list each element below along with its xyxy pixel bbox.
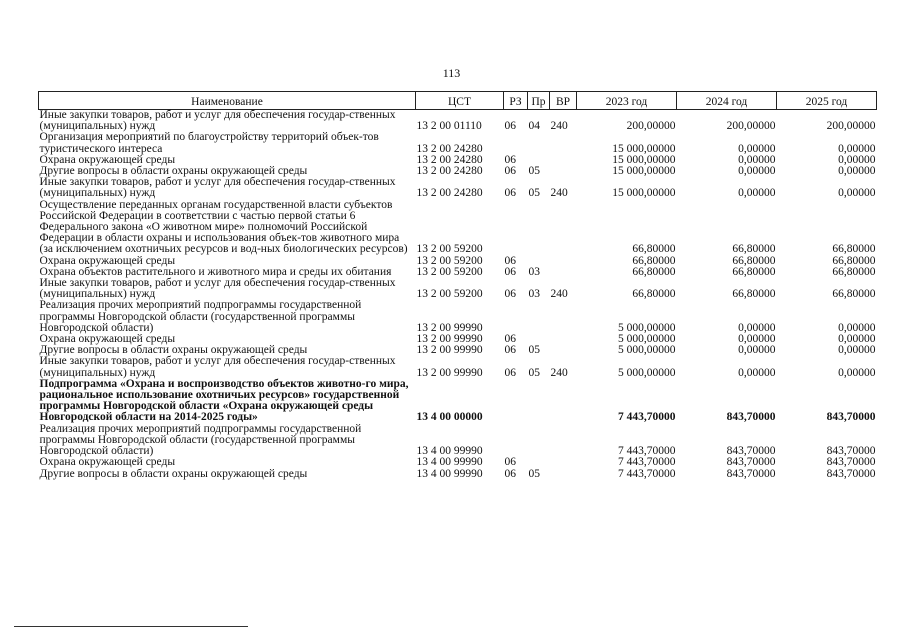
row-value-2025: 66,80000 [832, 243, 876, 256]
row-cst: 13 2 00 24280 [416, 142, 483, 155]
row-value-2025: 843,70000 [826, 467, 876, 480]
row-vr [550, 166, 577, 177]
row-name: Другие вопросы в области охраны окружающей среды [39, 467, 308, 480]
row-value-2023: 66,80000 [632, 288, 676, 301]
row-value-2025: 0,00000 [838, 366, 876, 379]
table-body [39, 110, 877, 480]
row-rz [504, 132, 528, 154]
row-value-2023: 5 000,00000 [618, 333, 676, 346]
row-cst: 13 2 00 99990 [416, 333, 483, 346]
row-vr [550, 267, 577, 278]
row-value-2024: 0,00000 [738, 321, 776, 334]
table-row [39, 278, 877, 300]
row-cst: 13 4 00 99990 [416, 456, 483, 469]
row-name: Иные закупки товаров, работ и услуг для обеспечения государ-ственных (муниципальных) нужд [39, 176, 396, 200]
row-vr: 240 [550, 187, 568, 200]
row-cst: 13 4 00 99990 [416, 445, 483, 458]
row-pr: 05 [528, 165, 540, 178]
row-value-2023: 5 000,00000 [618, 366, 676, 379]
row-cst: 13 2 00 99990 [416, 344, 483, 357]
row-name: Реализация прочих мероприятий подпрограммы государственной программы Новгородской области (государственной программы Новгородской области) [39, 422, 362, 458]
row-cst: 13 2 00 24280 [416, 187, 483, 200]
row-value-2024: 0,00000 [738, 142, 776, 155]
row-rz: 06 [504, 254, 516, 267]
row-name: Подпрограмма «Охрана и воспроизводство объектов животно-го мира, рациональное использование охотничьих ресурсов» государственной программы Новгородской области «Охрана окружающей среды Новгородской области на 2014-2025 годы» [39, 377, 409, 424]
row-vr [550, 200, 577, 256]
row-value-2024: 66,80000 [732, 243, 776, 256]
row-pr [528, 300, 550, 334]
row-cst: 13 4 00 00000 [416, 411, 483, 424]
table-row [39, 424, 877, 458]
row-rz: 06 [504, 344, 516, 357]
row-vr [550, 132, 577, 154]
row-value-2023: 5 000,00000 [618, 321, 676, 334]
table-row [39, 379, 877, 424]
table-row [39, 457, 877, 468]
row-cst: 13 4 00 99990 [416, 467, 483, 480]
row-vr [550, 379, 577, 424]
row-name: Охрана окружающей среды [39, 254, 176, 267]
row-rz: 06 [504, 333, 516, 346]
row-vr [550, 334, 577, 345]
row-value-2023: 66,80000 [632, 243, 676, 256]
table-row [39, 300, 877, 334]
row-rz [504, 200, 528, 256]
row-name: Осуществление переданных органам государственной власти субъектов Российской Федерации в соответствии с частью первой статьи 6 Федерального закона «О животном мире» полномочий Российской Федерации в области охраны и использования объек-тов животного мира (за исключением охотничьих ресурсов и вод-ных биологических ресурсов) [39, 198, 408, 256]
row-value-2025: 0,00000 [838, 321, 876, 334]
row-value-2024: 843,70000 [726, 467, 776, 480]
row-value-2025: 843,70000 [826, 445, 876, 458]
row-value-2023: 15 000,00000 [612, 187, 676, 200]
row-value-2024: 66,80000 [732, 265, 776, 278]
row-cst: 13 2 00 59200 [416, 288, 483, 301]
row-value-2023: 200,00000 [626, 120, 676, 133]
row-name: Иные закупки товаров, работ и услуг для обеспечения государ-ственных (муниципальных) нужд [39, 109, 396, 133]
table-row [39, 110, 877, 133]
row-cst: 13 2 00 99990 [416, 321, 483, 334]
row-cst: 13 2 00 59200 [416, 265, 483, 278]
row-rz [504, 300, 528, 334]
row-value-2025: 66,80000 [832, 288, 876, 301]
row-value-2025: 843,70000 [826, 411, 876, 424]
row-vr [550, 155, 577, 166]
row-value-2023: 66,80000 [632, 254, 676, 267]
row-value-2024: 0,00000 [738, 153, 776, 166]
row-cst: 13 2 00 59200 [416, 243, 483, 256]
row-name: Охрана объектов растительного и животного мира и среды их обитания [39, 265, 392, 278]
row-pr [528, 132, 550, 154]
row-value-2025: 843,70000 [826, 456, 876, 469]
row-value-2025: 66,80000 [832, 254, 876, 267]
column-header-name: Наименование [39, 92, 416, 110]
table-row [39, 200, 877, 256]
row-value-2023: 66,80000 [632, 265, 676, 278]
row-name: Охрана окружающей среды [39, 456, 176, 469]
row-vr: 240 [550, 120, 568, 133]
row-value-2023: 15 000,00000 [612, 165, 676, 178]
row-cst: 13 2 00 24280 [416, 165, 483, 178]
row-value-2023: 7 443,70000 [618, 411, 676, 424]
row-value-2024: 66,80000 [732, 254, 776, 267]
row-pr [528, 457, 550, 468]
row-value-2024: 0,00000 [738, 333, 776, 346]
row-pr: 05 [528, 344, 540, 357]
row-vr [550, 345, 577, 356]
row-value-2025: 66,80000 [832, 265, 876, 278]
row-cst: 13 2 00 24280 [416, 153, 483, 166]
row-value-2023: 7 443,70000 [618, 445, 676, 458]
column-header-rz: РЗ [504, 92, 528, 110]
column-header-2025: 2025 год [777, 92, 877, 110]
row-value-2025: 200,00000 [826, 120, 876, 133]
row-rz: 06 [504, 288, 516, 301]
row-pr: 05 [528, 187, 540, 200]
footnote-divider [14, 626, 248, 627]
table-header-row [39, 92, 877, 110]
row-value-2024: 200,00000 [726, 120, 776, 133]
row-pr: 04 [528, 120, 540, 133]
row-rz: 06 [504, 187, 516, 200]
row-value-2024: 0,00000 [738, 165, 776, 178]
column-header-pr: Пр [528, 92, 550, 110]
row-cst: 13 2 00 59200 [416, 254, 483, 267]
row-value-2024: 843,70000 [726, 456, 776, 469]
row-value-2023: 15 000,00000 [612, 142, 676, 155]
row-value-2025: 0,00000 [838, 187, 876, 200]
row-name: Другие вопросы в области охраны окружающей среды [39, 344, 308, 357]
row-rz: 06 [504, 265, 516, 278]
row-value-2025: 0,00000 [838, 165, 876, 178]
row-value-2025: 0,00000 [838, 344, 876, 357]
row-value-2025: 0,00000 [838, 153, 876, 166]
row-pr [528, 200, 550, 256]
row-vr: 240 [550, 366, 568, 379]
row-value-2023: 7 443,70000 [618, 456, 676, 469]
row-rz [504, 424, 528, 458]
column-header-vr: ВР [550, 92, 577, 110]
table-row [39, 356, 877, 378]
row-pr: 03 [528, 265, 540, 278]
row-value-2024: 66,80000 [732, 288, 776, 301]
row-vr [550, 469, 577, 480]
row-vr [550, 457, 577, 468]
table-row [39, 469, 877, 480]
row-pr [528, 379, 550, 424]
row-pr: 03 [528, 288, 540, 301]
row-pr: 05 [528, 366, 540, 379]
row-vr [550, 256, 577, 267]
row-pr: 05 [528, 467, 540, 480]
row-name: Другие вопросы в области охраны окружающей среды [39, 165, 308, 178]
row-vr [550, 424, 577, 458]
row-rz: 06 [504, 366, 516, 379]
row-name: Охрана окружающей среды [39, 333, 176, 346]
row-value-2024: 0,00000 [738, 344, 776, 357]
row-rz: 06 [504, 153, 516, 166]
row-rz: 06 [504, 120, 516, 133]
table-row [39, 177, 877, 199]
row-name: Охрана окружающей среды [39, 153, 176, 166]
row-value-2024: 0,00000 [738, 187, 776, 200]
column-header-2024: 2024 год [677, 92, 777, 110]
row-name: Иные закупки товаров, работ и услуг для обеспечения государ-ственных (муниципальных) нужд [39, 355, 396, 379]
row-value-2023: 15 000,00000 [612, 153, 676, 166]
budget-table [38, 91, 877, 480]
row-value-2024: 843,70000 [726, 445, 776, 458]
row-value-2024: 843,70000 [726, 411, 776, 424]
row-name: Реализация прочих мероприятий подпрограммы государственной программы Новгородской области (государственной программы Новгородской области) [39, 299, 362, 334]
row-name: Организация мероприятий по благоустройству территорий объек-тов туристического интереса [39, 131, 379, 155]
row-value-2025: 0,00000 [838, 142, 876, 155]
row-rz [504, 379, 528, 424]
row-value-2025: 0,00000 [838, 333, 876, 346]
row-cst: 13 2 00 01110 [416, 120, 482, 133]
row-value-2024: 0,00000 [738, 366, 776, 379]
page-number: 113 [442, 66, 461, 80]
row-cst: 13 2 00 99990 [416, 366, 483, 379]
row-vr [550, 300, 577, 334]
column-header-cst: ЦСТ [416, 92, 504, 110]
row-rz: 06 [504, 467, 516, 480]
row-vr: 240 [550, 288, 568, 301]
row-name: Иные закупки товаров, работ и услуг для обеспечения государ-ственных (муниципальных) нужд [39, 277, 396, 301]
table-row [39, 132, 877, 154]
row-pr [528, 424, 550, 458]
row-rz: 06 [504, 165, 516, 178]
row-rz: 06 [504, 456, 516, 469]
row-value-2023: 7 443,70000 [618, 467, 676, 480]
row-value-2023: 5 000,00000 [618, 344, 676, 357]
column-header-2023: 2023 год [577, 92, 677, 110]
